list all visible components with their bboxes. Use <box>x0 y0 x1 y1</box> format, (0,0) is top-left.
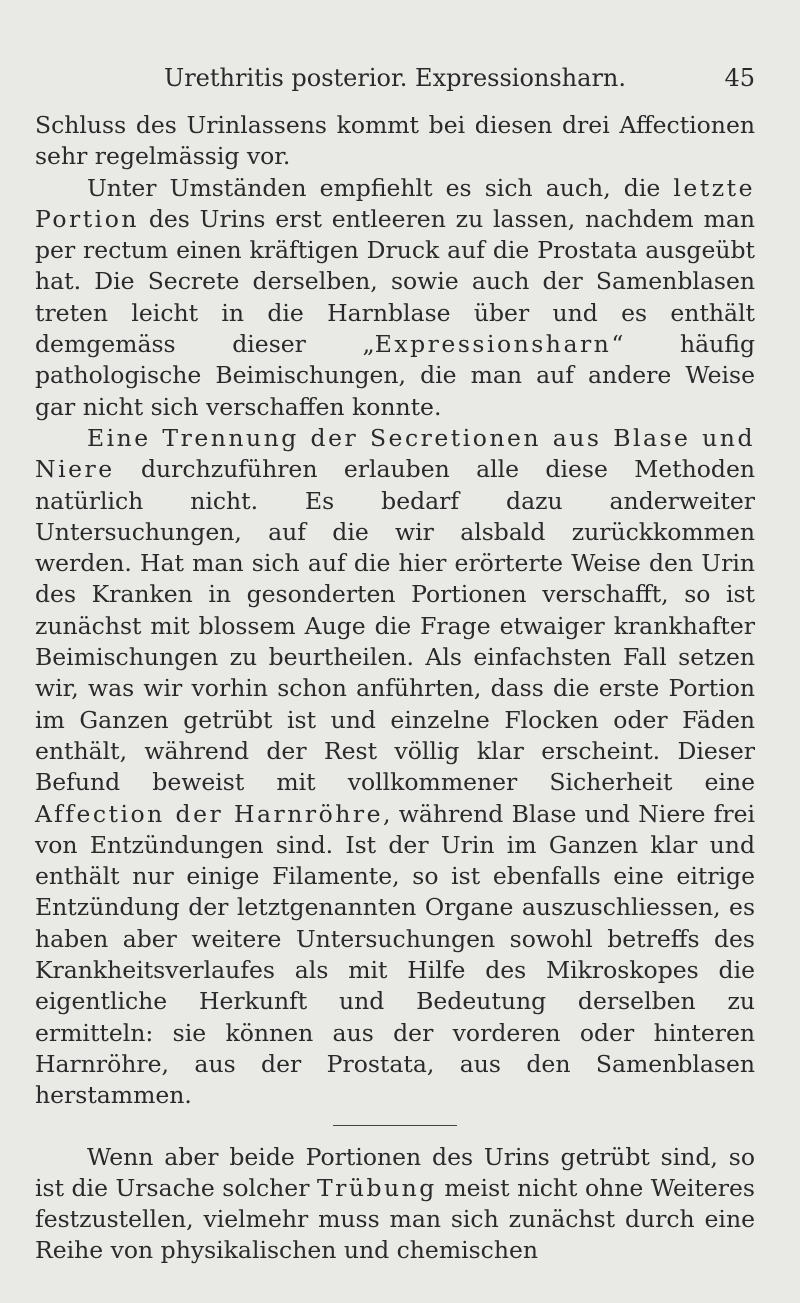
page-number: 45 <box>724 64 755 92</box>
paragraph-2-text-c: “ häufig pathologische Beimischungen, die man auf andere Weise gar nicht sich verschaffen konnte. <box>35 330 755 421</box>
paragraph-1 <box>35 110 755 173</box>
running-title: Urethritis posterior. Expressionsharn. <box>163 64 627 92</box>
paragraph-3-text-b: , während Blase und Niere frei von Entzündungen sind. Ist der Urin im Ganzen klar und enthält nur einige Filamente, so ist ebenfalls eine eitrige Entzündung der letztgenannten Organe auszuschliessen, es haben aber weitere Untersuchungen sowohl betreffs des Krankheitsverlaufes als mit Hilfe des Mikroskopes die eigentliche Herkunft und Bedeutung derselben zu ermitteln: sie können aus der vorderen oder hinteren Harnröhre, aus der Prostata, aus den Samenblasen herstammen. <box>35 799 755 1110</box>
emphasis-trennung: Eine Trennung der Secretionen aus Blase und Niere <box>35 423 755 484</box>
paragraph-2-text-b: des Urins erst entleeren zu lassen, nachdem man per rectum einen kräftigen Druck auf die Prostata ausgeübt hat. Die Secrete derselben, sowie auch der Samenblasen treten leicht in die Harnblase über und es enthält demgemäss dieser „ <box>35 204 755 359</box>
paragraph-3-text-a: durchzuführen erlauben alle diese Methoden natürlich nicht. Es bedarf dazu anderweiter Untersuchungen, auf die wir alsbald zurückkommen werden. Hat man sich auf die hier erörterte Weise den Urin des Kranken in gesonderten Portionen verschafft, so ist zunächst mit blossem Auge die Frage etwaiger krankhafter Beimischungen zu beurtheilen. Als einfachsten Fall setzen wir, was wir vorhin schon anführten, dass die erste Portion im Ganzen getrübt ist und einzelne Flocken oder Fäden enthält, während der Rest völlig klar erscheint. Dieser Befund beweist mit vollkommener Sicherheit eine <box>35 455 755 797</box>
paragraph-1-text: Schluss des Urinlassens kommt bei diesen drei Affectionen sehr regelmässig vor. <box>35 111 755 171</box>
page-header <box>35 64 755 92</box>
body-text <box>35 110 755 1267</box>
paragraph-4 <box>35 1142 755 1267</box>
emphasis-expressionsharn: Expressionsharn <box>374 330 612 359</box>
emphasis-truebung: Trübung <box>316 1173 437 1202</box>
section-divider <box>333 1125 457 1126</box>
paragraph-2 <box>35 173 755 423</box>
emphasis-letzte-portion: letzte Portion <box>35 173 755 233</box>
paragraph-3 <box>35 423 755 1112</box>
paragraph-2-text-a: Unter Umständen empfiehlt es sich auch, die <box>87 173 674 202</box>
paragraph-4-text-b: meist nicht ohne Weiteres festzustellen, vielmehr muss man sich zunächst durch eine Reihe von physikalischen und chemischen <box>35 1173 755 1265</box>
paragraph-4-text-a: Wenn aber beide Portionen des Urins getrübt sind, so ist die Ursache solcher <box>35 1142 755 1202</box>
emphasis-affection-der-harnroehre: Affection der Harnröhre <box>35 799 384 828</box>
